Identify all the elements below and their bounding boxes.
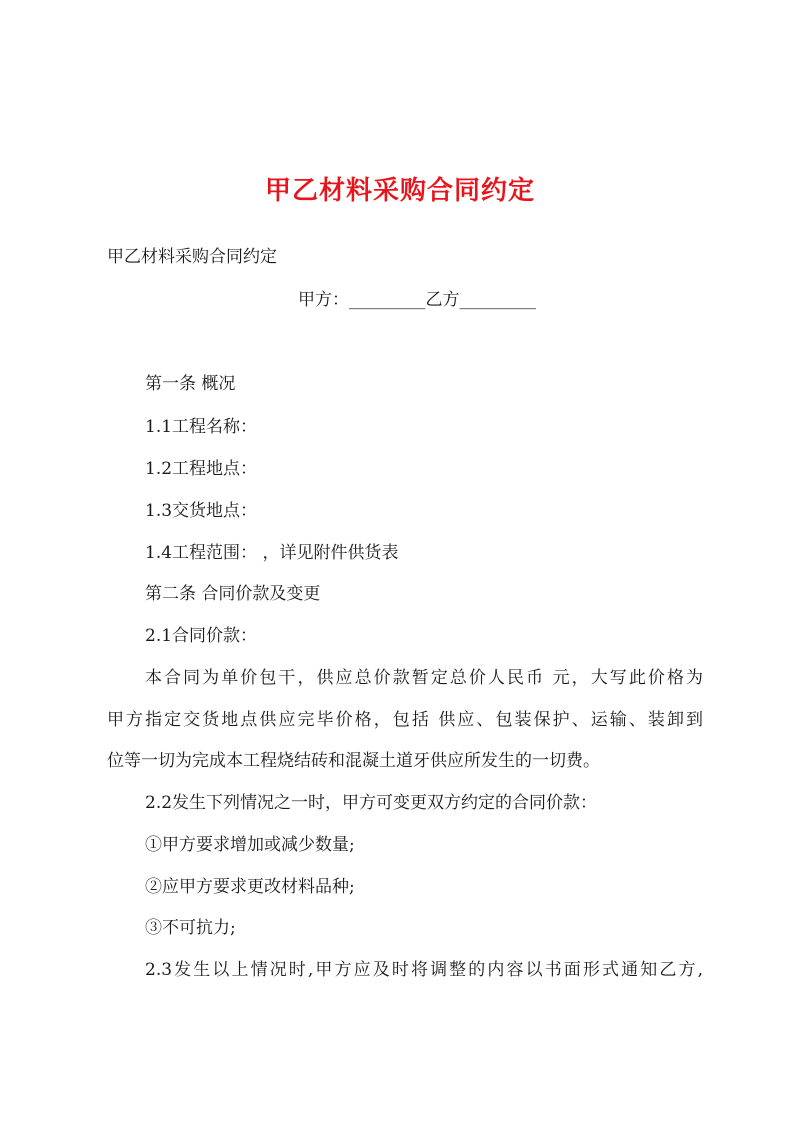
list-item-1: ①甲方要求增加或减少数量; (145, 835, 355, 855)
clause-1-4: 1.4工程范围： ，详见附件供货表 (145, 543, 399, 563)
clause-1-1: 1.1工程名称： (145, 417, 258, 437)
parties-line: 甲方：_________乙方_________ (298, 290, 536, 310)
clause-2-1: 2.1合同价款： (145, 626, 258, 646)
paragraph-line-1: 本合同为单价包干，供应总价款暂定总价人民币 元，大写此价格为 (145, 668, 703, 688)
paragraph-line-3: 位等一切为完成本工程烧结砖和混凝土道牙供应所发生的一切费。 (107, 751, 600, 771)
article-1-heading: 第一条 概况 (145, 374, 236, 394)
list-item-3: ③不可抗力; (145, 918, 236, 938)
clause-2-3: 2.3发生以上情况时,甲方应及时将调整的内容以书面形式通知乙方, (145, 960, 703, 980)
document-subtitle: 甲乙材料采购合同约定 (107, 247, 277, 267)
paragraph-line-2: 甲方指定交货地点供应完毕价格，包括 供应、包装保护、运输、装卸到 (107, 710, 703, 730)
clause-1-3: 1.3交货地点： (145, 501, 258, 521)
list-item-2: ②应甲方要求更改材料品种; (145, 877, 355, 897)
document-title: 甲乙材料采购合同约定 (264, 176, 535, 206)
clause-2-2: 2.2发生下列情况之一时，甲方可变更双方约定的合同价款： (145, 793, 598, 813)
clause-1-2: 1.2工程地点： (145, 459, 258, 479)
article-2-heading: 第二条 合同价款及变更 (145, 584, 321, 604)
